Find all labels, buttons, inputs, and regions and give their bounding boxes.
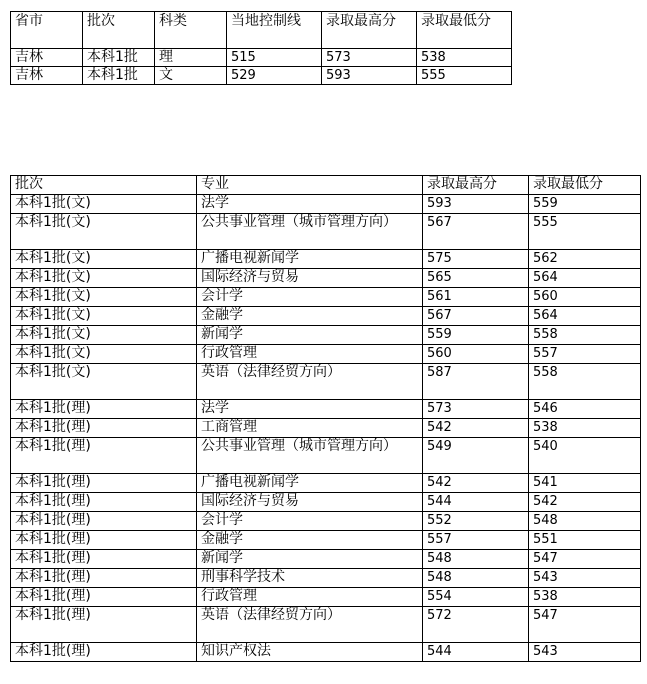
cell-min-score: 547: [529, 550, 641, 569]
header-province: 省市: [11, 12, 83, 49]
cell-major: 英语（法律经贸方向）: [197, 607, 423, 643]
cell-major: 行政管理: [197, 588, 423, 607]
cell-min-score: 543: [529, 569, 641, 588]
cell-max-score: 549: [423, 438, 529, 474]
table-row: [11, 269, 641, 288]
cell-major: 金融学: [197, 531, 423, 550]
cell-batch: 本科1批: [83, 67, 155, 85]
cell-major: 英语（法律经贸方向）: [197, 364, 423, 400]
cell-max-score: 554: [423, 588, 529, 607]
table-row: [11, 326, 641, 345]
cell-max-score: 548: [423, 550, 529, 569]
cell-batch: 本科1批(理): [11, 531, 197, 550]
cell-batch: 本科1批(理): [11, 400, 197, 419]
cell-max-score: 593: [423, 195, 529, 214]
cell-min-score: 560: [529, 288, 641, 307]
cell-batch: 本科1批(文): [11, 195, 197, 214]
cell-min-score: 538: [529, 588, 641, 607]
cell-batch: 本科1批(理): [11, 419, 197, 438]
table-row: [11, 607, 641, 643]
cell-max-score: 573: [423, 400, 529, 419]
cell-batch: 本科1批(文): [11, 250, 197, 269]
cell-batch: 本科1批(理): [11, 493, 197, 512]
cell-category: 理: [155, 49, 227, 67]
table-row: [11, 345, 641, 364]
cell-max-score: 559: [423, 326, 529, 345]
cell-max-score: 565: [423, 269, 529, 288]
header-max-score: 录取最高分: [423, 176, 529, 195]
cell-max-score: 552: [423, 512, 529, 531]
cell-batch: 本科1批(文): [11, 345, 197, 364]
cell-max-score: 542: [423, 419, 529, 438]
cell-batch: 本科1批(文): [11, 307, 197, 326]
cell-min-score: 542: [529, 493, 641, 512]
cell-major: 金融学: [197, 307, 423, 326]
cell-major: 会计学: [197, 512, 423, 531]
cell-max-score: 560: [423, 345, 529, 364]
table-row: [11, 531, 641, 550]
table-row: [11, 569, 641, 588]
cell-major: 公共事业管理（城市管理方向）: [197, 214, 423, 250]
cell-max-score: 544: [423, 643, 529, 662]
table-row: [11, 438, 641, 474]
cell-major: 国际经济与贸易: [197, 269, 423, 288]
cell-major: 会计学: [197, 288, 423, 307]
cell-min-score: 557: [529, 345, 641, 364]
cell-min-score: 558: [529, 364, 641, 400]
cell-min-score: 564: [529, 307, 641, 326]
cell-max-score: 572: [423, 607, 529, 643]
cell-category: 文: [155, 67, 227, 85]
cell-major: 公共事业管理（城市管理方向）: [197, 438, 423, 474]
cell-min-score: 558: [529, 326, 641, 345]
cell-max-score: 567: [423, 214, 529, 250]
major-scores-table: [10, 175, 641, 662]
cell-max-score: 593: [322, 67, 417, 85]
cell-control-line: 529: [227, 67, 322, 85]
table-row: [11, 474, 641, 493]
cell-control-line: 515: [227, 49, 322, 67]
cell-batch: 本科1批(理): [11, 438, 197, 474]
cell-min-score: 538: [417, 49, 512, 67]
cell-min-score: 562: [529, 250, 641, 269]
cell-major: 刑事科学技术: [197, 569, 423, 588]
header-major: 专业: [197, 176, 423, 195]
cell-major: 广播电视新闻学: [197, 250, 423, 269]
cell-batch: 本科1批: [83, 49, 155, 67]
table-row: [11, 307, 641, 326]
cell-batch: 本科1批(理): [11, 474, 197, 493]
cell-major: 行政管理: [197, 345, 423, 364]
table-row: [11, 512, 641, 531]
table-row: [11, 67, 512, 85]
table-row: [11, 364, 641, 400]
cell-min-score: 555: [529, 214, 641, 250]
cell-batch: 本科1批(文): [11, 269, 197, 288]
cell-major: 知识产权法: [197, 643, 423, 662]
cell-batch: 本科1批(理): [11, 588, 197, 607]
table-row: [11, 49, 512, 67]
cell-min-score: 548: [529, 512, 641, 531]
header-max-score: 录取最高分: [322, 12, 417, 49]
cell-province: 吉林: [11, 49, 83, 67]
header-batch: 批次: [83, 12, 155, 49]
table-row: [11, 588, 641, 607]
cell-max-score: 575: [423, 250, 529, 269]
table-row: [11, 643, 641, 662]
cell-min-score: 543: [529, 643, 641, 662]
cell-batch: 本科1批(文): [11, 214, 197, 250]
cell-min-score: 564: [529, 269, 641, 288]
cell-min-score: 546: [529, 400, 641, 419]
cell-min-score: 540: [529, 438, 641, 474]
cell-max-score: 557: [423, 531, 529, 550]
table-row: [11, 195, 641, 214]
cell-batch: 本科1批(理): [11, 550, 197, 569]
header-min-score: 录取最低分: [417, 12, 512, 49]
summary-header-row: [11, 12, 512, 49]
cell-max-score: 561: [423, 288, 529, 307]
table-row: [11, 250, 641, 269]
cell-min-score: 547: [529, 607, 641, 643]
cell-batch: 本科1批(理): [11, 643, 197, 662]
cell-major: 国际经济与贸易: [197, 493, 423, 512]
cell-min-score: 538: [529, 419, 641, 438]
cell-major: 法学: [197, 195, 423, 214]
cell-max-score: 542: [423, 474, 529, 493]
cell-major: 法学: [197, 400, 423, 419]
cell-batch: 本科1批(文): [11, 288, 197, 307]
cell-min-score: 555: [417, 67, 512, 85]
cell-batch: 本科1批(理): [11, 569, 197, 588]
table-row: [11, 400, 641, 419]
table-row: [11, 288, 641, 307]
cell-major: 新闻学: [197, 550, 423, 569]
cell-max-score: 567: [423, 307, 529, 326]
table-row: [11, 214, 641, 250]
table-row: [11, 550, 641, 569]
cell-batch: 本科1批(理): [11, 607, 197, 643]
cell-max-score: 573: [322, 49, 417, 67]
table-row: [11, 419, 641, 438]
major-header-row: [11, 176, 641, 195]
cell-province: 吉林: [11, 67, 83, 85]
province-summary-table: [10, 11, 512, 85]
cell-major: 工商管理: [197, 419, 423, 438]
cell-max-score: 544: [423, 493, 529, 512]
header-category: 科类: [155, 12, 227, 49]
cell-max-score: 587: [423, 364, 529, 400]
table-row: [11, 493, 641, 512]
cell-major: 新闻学: [197, 326, 423, 345]
header-batch: 批次: [11, 176, 197, 195]
cell-major: 广播电视新闻学: [197, 474, 423, 493]
cell-max-score: 548: [423, 569, 529, 588]
cell-batch: 本科1批(理): [11, 512, 197, 531]
cell-batch: 本科1批(文): [11, 326, 197, 345]
header-min-score: 录取最低分: [529, 176, 641, 195]
cell-min-score: 541: [529, 474, 641, 493]
cell-batch: 本科1批(文): [11, 364, 197, 400]
cell-min-score: 551: [529, 531, 641, 550]
cell-min-score: 559: [529, 195, 641, 214]
header-control-line: 当地控制线: [227, 12, 322, 49]
